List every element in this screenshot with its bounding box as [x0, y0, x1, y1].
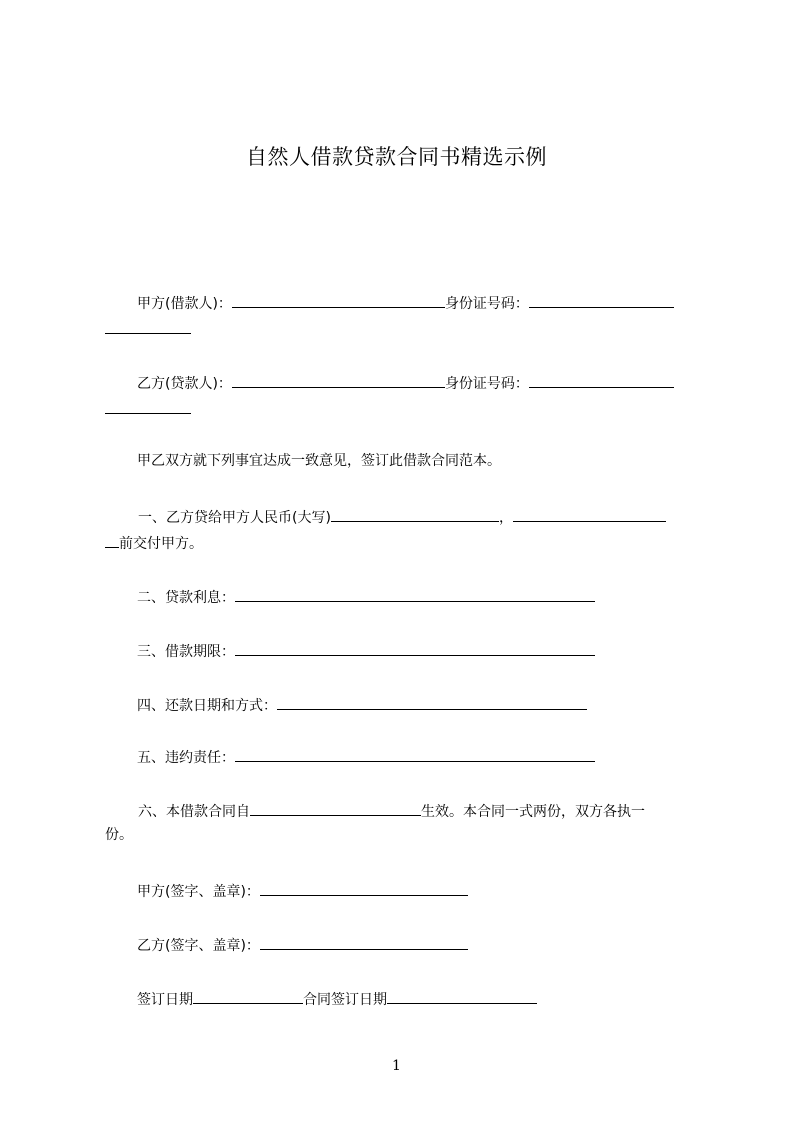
party-a-id-continuation — [105, 317, 191, 340]
sign-date-blank — [193, 987, 303, 1004]
clause-1-continuation — [105, 531, 203, 554]
clause-2-label: 二、贷款利息： — [137, 590, 235, 606]
party-b-id-blank-cont — [105, 397, 191, 414]
clause-2-line — [137, 585, 595, 608]
contract-date-label: 合同签订日期 — [303, 992, 387, 1008]
signature-a-blank — [260, 879, 468, 896]
clause-1-prefix: 一、乙方贷给甲方人民币(大写) — [138, 510, 331, 526]
clause-1-date-blank-cont — [105, 531, 119, 548]
party-b-label: 乙方(贷款人)： — [137, 376, 232, 392]
clause-2-blank — [235, 585, 595, 602]
clause-6-continuation: 份。 — [105, 827, 133, 843]
party-a-id-blank-cont — [105, 317, 191, 334]
clause-1-amount-blank — [331, 505, 499, 522]
clause-6-line — [138, 799, 645, 822]
clause-6-middle: 生效。本合同一式两份，双方各执一 — [421, 804, 645, 820]
signature-b-line — [137, 933, 468, 956]
clause-4-line — [137, 693, 587, 716]
party-a-id-label: 身份证号码： — [444, 296, 529, 312]
contract-date-blank — [387, 987, 537, 1004]
clause-3-line — [137, 639, 595, 662]
page-number: 1 — [392, 1058, 401, 1074]
clause-3-blank — [235, 639, 595, 656]
party-a-id-blank — [529, 291, 674, 308]
party-b-id-blank — [529, 371, 674, 388]
clause-5-label: 五、违约责任： — [137, 750, 235, 766]
clause-3-label: 三、借款期限： — [137, 644, 235, 660]
clause-5-blank — [235, 745, 595, 762]
clause-6-date-blank — [250, 799, 421, 816]
clause-1-date-blank — [513, 505, 666, 522]
clause-5-line — [137, 745, 595, 768]
clause-4-blank — [277, 693, 587, 710]
signature-b-blank — [260, 933, 468, 950]
agreement-intro: 甲乙双方就下列事宜达成一致意见，签订此借款合同范本。 — [137, 453, 501, 469]
sign-date-line — [137, 987, 537, 1010]
document-title: 自然人借款贷款合同书精选示例 — [246, 145, 547, 169]
sign-date-label: 签订日期 — [137, 992, 193, 1008]
clause-1-suffix: 前交付甲方。 — [119, 536, 203, 552]
party-b-id-continuation — [105, 397, 191, 420]
party-a-label: 甲方(借款人)： — [137, 296, 232, 312]
clause-1-line — [138, 505, 666, 528]
signature-a-label: 甲方(签字、盖章)： — [137, 884, 260, 900]
clause-4-label: 四、还款日期和方式： — [137, 698, 277, 714]
party-a-name-blank — [232, 291, 445, 308]
party-b-id-label: 身份证号码： — [444, 376, 529, 392]
party-a-line — [137, 291, 674, 314]
clause-6-prefix: 六、本借款合同自 — [138, 804, 250, 820]
signature-b-label: 乙方(签字、盖章)： — [137, 938, 260, 954]
clause-1-separator: ， — [498, 510, 513, 526]
signature-a-line — [137, 879, 468, 902]
party-b-name-blank — [232, 371, 445, 388]
party-b-line — [137, 371, 674, 394]
